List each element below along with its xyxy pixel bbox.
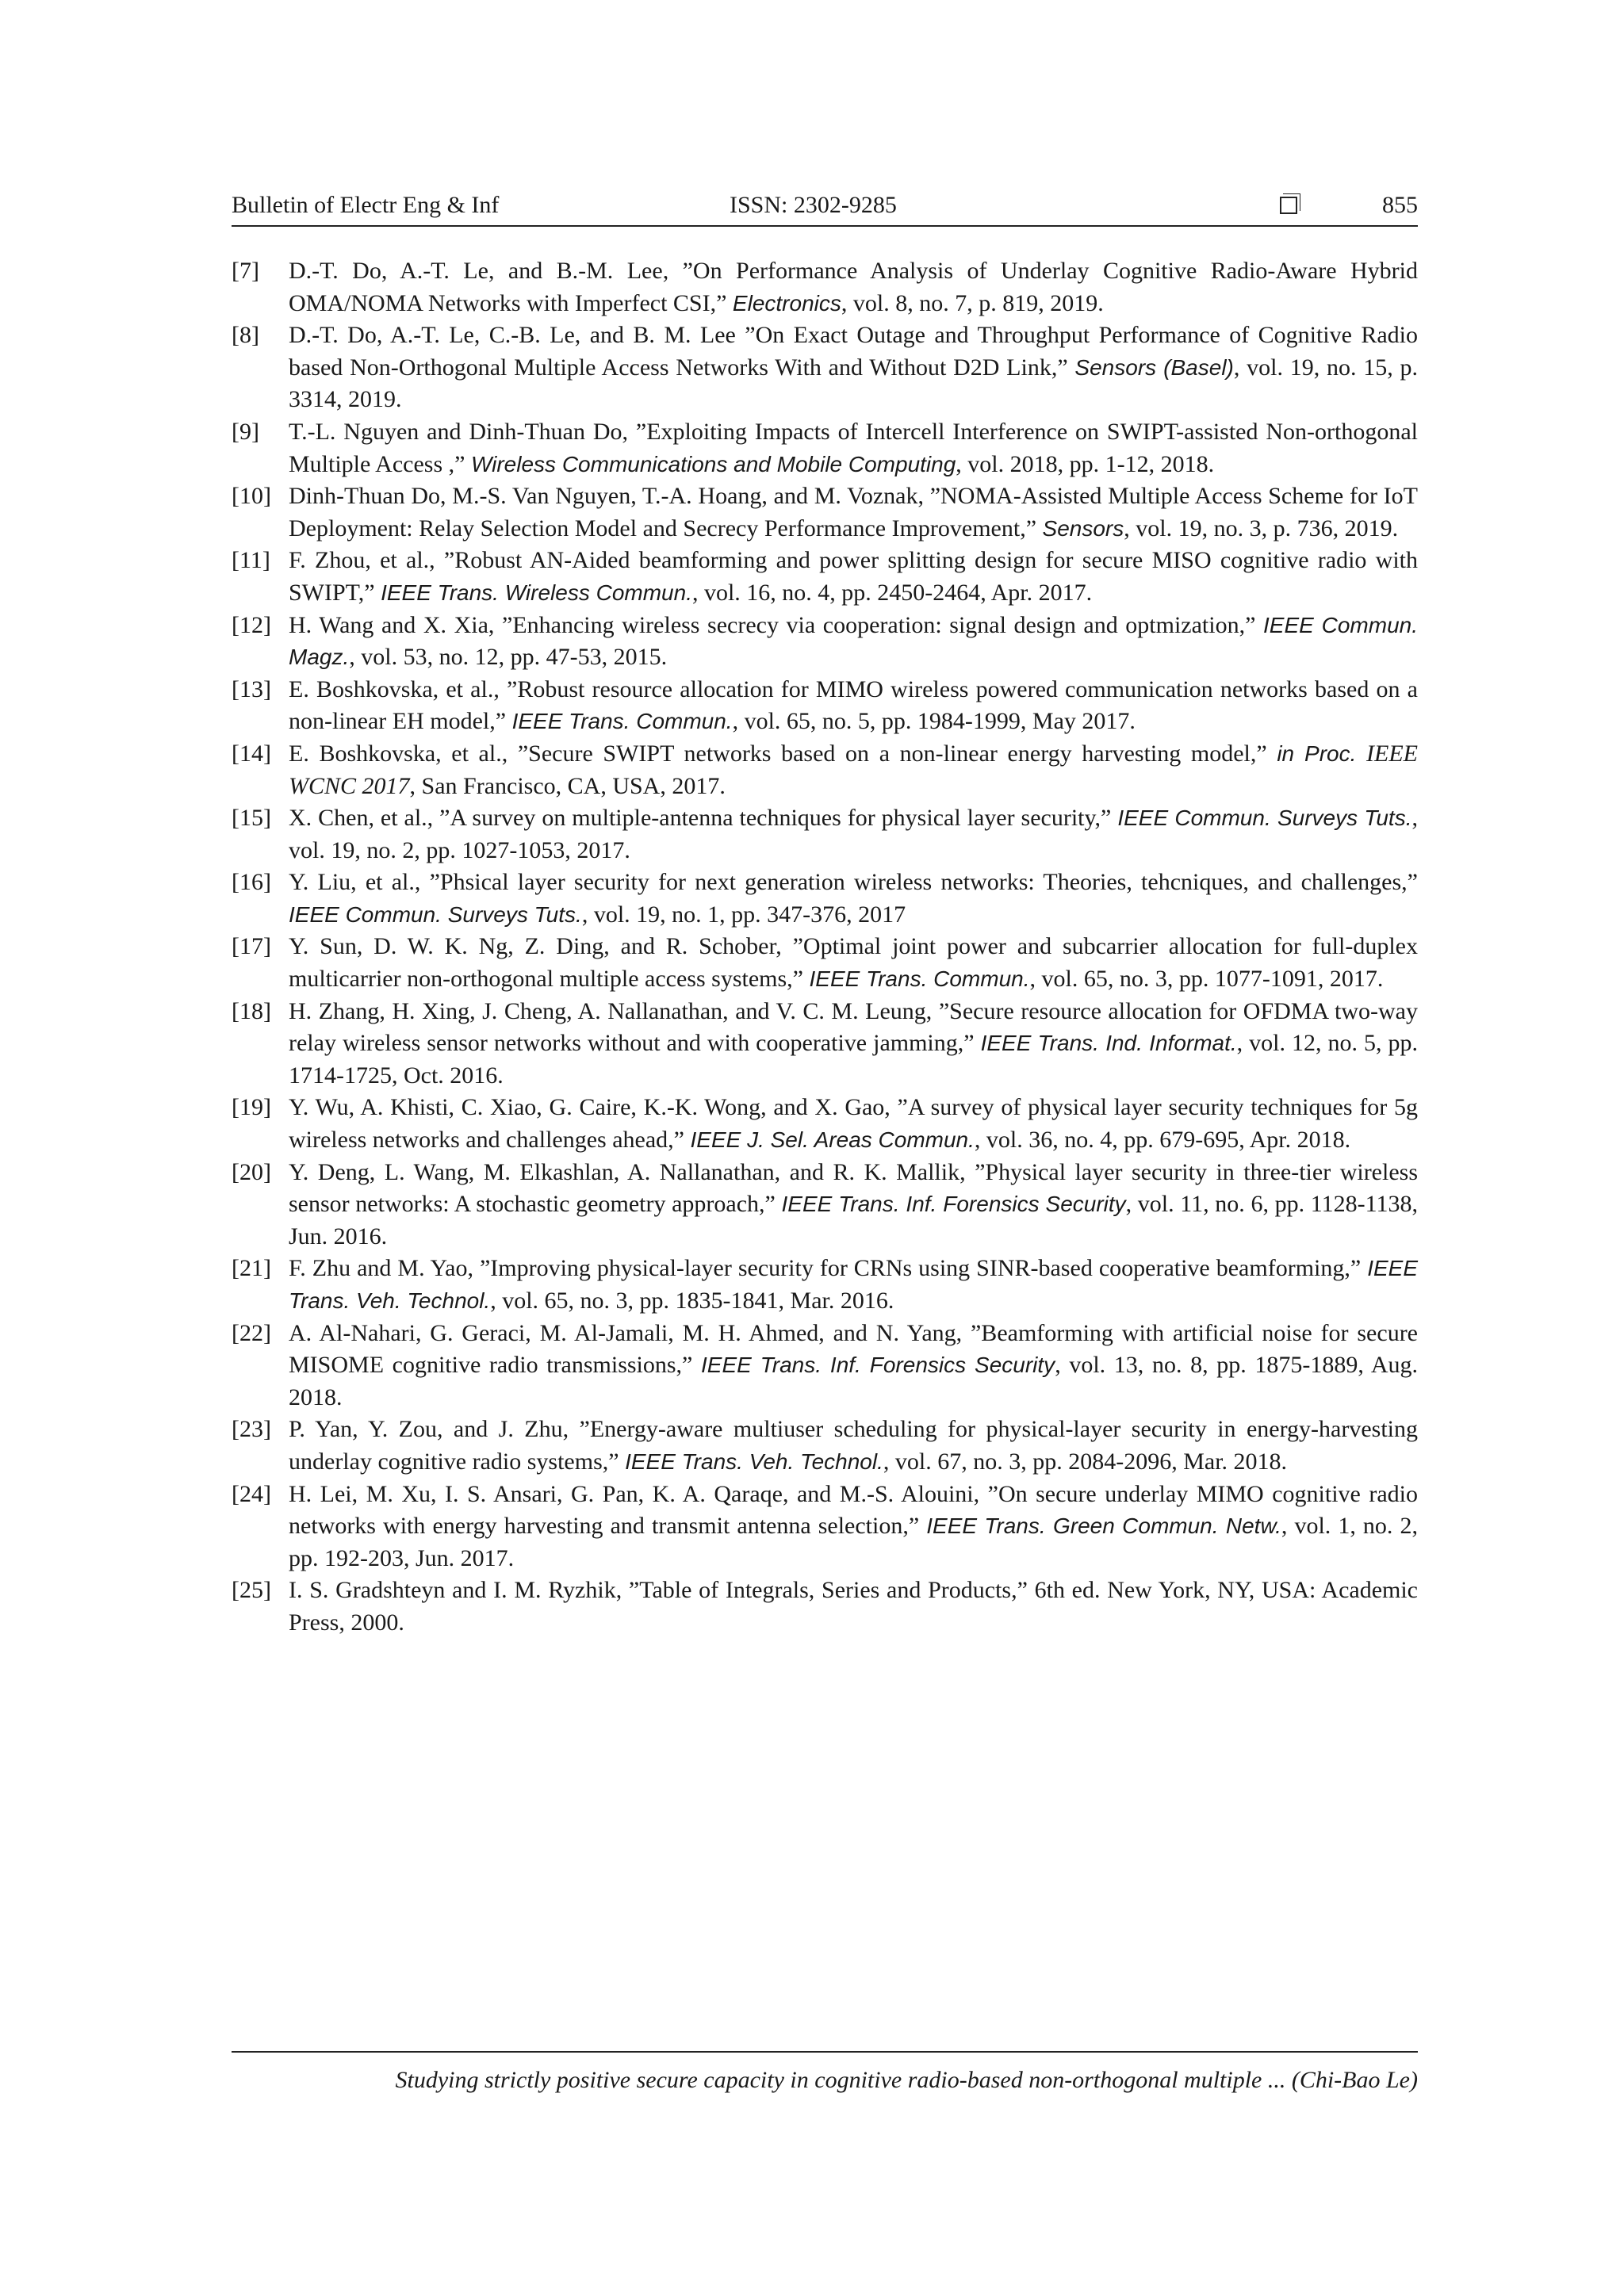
reference-number: [19] [232,1094,271,1121]
reference-number: [11] [232,547,270,574]
reference-item [232,320,1418,416]
reference-text: T.-L. Nguyen and Dinh-Thuan Do, ”Exploiting Impacts of Intercell Interference on SWIPT-assisted Non-orthogonal Multiple Access ,” [289,418,1418,477]
reference-details: , vol. 19, no. 2, pp. 1027-1053, 2017. [289,805,1418,863]
reference-details: , vol. 65, no. 3, pp. 1077-1091, 2017. [1029,966,1384,993]
reference-item [232,1157,1418,1253]
reference-venue: IEEE Trans. Veh. Technol. [289,1256,1418,1313]
reference-item [232,1318,1418,1414]
reference-number: [12] [232,611,271,638]
reference-text: E. Boshkovska, et al., ”Robust resource allocation for MIMO wireless powered communication networks based on a non-linear EH model,” [289,675,1418,735]
reference-list [232,255,1418,1640]
reference-text: Y. Liu, et al., ”Phsical layer security for next generation wireless networks: Theories, tehcniques, and challenges,” [289,869,1418,896]
reference-number: [25] [232,1577,271,1604]
reference-item [232,1414,1418,1478]
reference-details: , vol. 12, no. 5, pp. 1714-1725, Oct. 2016. [289,1030,1418,1089]
reference-number: [17] [232,933,271,960]
reference-text: D.-T. Do, A.-T. Le, and B.-M. Lee, ”On Performance Analysis of Underlay Cognitive Radio-Aware Hybrid OMA/NOMA Networks with Imperfect CSI,” [289,258,1418,316]
reference-venue: IEEE Trans. Veh. Technol. [625,1448,883,1474]
reference-item [232,1575,1418,1639]
reference-item [232,1479,1418,1575]
reference-venue: Sensors [1042,515,1124,541]
reference-item [232,738,1418,802]
reference-number: [21] [232,1255,271,1282]
reference-number: [10] [232,483,271,510]
reference-details: , vol. 11, no. 6, pp. 1128-1138, Jun. 2016. [289,1191,1418,1249]
reference-number: [23] [232,1416,271,1443]
reference-details: , San Francisco, CA, USA, 2017. [409,772,726,799]
reference-venue-conference: IEEE WCNC 2017 [289,740,1418,799]
reference-text: D.-T. Do, A.-T. Le, C.-B. Le, and B. M. Lee ”On Exact Outage and Throughput Performance of Cognitive Radio based Non-Orthogonal Multiple Access Networks With and Without D2D Link,” [289,322,1418,381]
reference-details: , vol. 13, no. 8, pp. 1875-1889, Aug. 2018. [289,1352,1418,1410]
reference-venue: IEEE Trans. Commun. [511,709,733,734]
reference-number: [13] [232,675,271,702]
reference-venue: IEEE Trans. Green Commun. Netw. [926,1513,1281,1539]
reference-text: P. Yan, Y. Zou, and J. Zhu, ”Energy-aware multiuser scheduling for physical-layer security in energy-harvesting underlay cognitive radio systems,” [289,1416,1418,1475]
reference-item [232,255,1418,320]
reference-venue: IEEE Commun. Surveys Tuts. [289,901,582,927]
reference-details: , vol. 16, no. 4, pp. 2450-2464, Apr. 2017. [691,579,1093,606]
reference-text: I. S. Gradshteyn and I. M. Ryzhik, ”Table of Integrals, Series and Products,” 6th ed. New York, NY, USA: Academic Press, 2000. [289,1577,1418,1636]
reference-text: F. Zhu and M. Yao, ”Improving physical-layer security for CRNs using SINR-based cooperative beamforming,” [289,1255,1368,1282]
reference-number: [7] [232,258,259,284]
reference-number: [22] [232,1319,271,1346]
reference-venue: Wireless Communications and Mobile Computing [470,451,956,476]
reference-details: , vol. 67, no. 3, pp. 2084-2096, Mar. 2018. [883,1448,1288,1475]
page-footer [232,2051,1418,2094]
reference-details: , vol. 2018, pp. 1-12, 2018. [956,450,1215,477]
reference-text: A. Al-Nahari, G. Geraci, M. Al-Jamali, M. H. Ahmed, and N. Yang, ”Beamforming with artificial noise for secure MISOME cognitive radio transmissions,” [289,1319,1418,1379]
reference-number: [18] [232,997,271,1024]
reference-item [232,1253,1418,1317]
reference-venue: IEEE Trans. Wireless Commun. [381,580,692,605]
reference-details: , vol. 19, no. 1, pp. 347-376, 2017 [581,901,906,928]
reference-details: , vol. 1, no. 2, pp. 192-203, Jun. 2017. [289,1513,1418,1571]
reference-venue: IEEE Trans. Commun. [809,966,1030,992]
reference-number: [20] [232,1158,271,1185]
reference-details: , vol. 36, no. 4, pp. 679-695, Apr. 2018. [974,1127,1351,1154]
reference-venue: Sensors (Basel) [1074,354,1234,380]
reference-venue: IEEE Commun. Magz. [289,612,1419,670]
reference-venue: IEEE Trans. Ind. Informat. [980,1031,1237,1056]
page-number: 855 [1382,192,1418,218]
reference-text: X. Chen, et al., ”A survey on multiple-antenna techniques for physical layer security,” [289,805,1118,832]
reference-text: H. Wang and X. Xia, ”Enhancing wireless secrecy via cooperation: signal design and optmization,” [289,611,1263,638]
reference-item [232,480,1418,545]
reference-text: E. Boshkovska, et al., ”Secure SWIPT networks based on a non-linear energy harvesting model,” [289,740,1277,767]
reference-details: , vol. 19, no. 3, p. 736, 2019. [1124,515,1399,541]
reference-text: H. Lei, M. Xu, I. S. Ansari, G. Pan, K. A. Qaraqe, and M.-S. Alouini, ”On secure underlay MIMO cognitive radio networks with energy harvesting and transmit antenna selection,” [289,1480,1418,1540]
running-title: Studying strictly positive secure capacity in cognitive radio-based non-orthogonal multiple ... (Chi-Bao Le) [395,2067,1418,2093]
reference-number: [14] [232,740,271,767]
reference-text: F. Zhou, et al., ”Robust AN-Aided beamforming and power splitting design for secure MISO cognitive radio with SWIPT,” [289,547,1418,606]
reference-number: [9] [232,418,259,445]
reference-number: [24] [232,1480,271,1507]
reference-text: Y. Sun, D. W. K. Ng, Z. Ding, and R. Schober, ”Optimal joint power and subcarrier allocation for full-duplex multicarrier non-orthogonal multiple access systems,” [289,933,1418,993]
square-box-icon [1280,197,1297,214]
reference-item [232,867,1418,931]
reference-venue: in Proc. [1277,740,1357,766]
reference-text: Y. Deng, L. Wang, M. Elkashlan, A. Nallanathan, and R. K. Mallik, ”Physical layer security in three-tier wireless sensor networks: A stochastic geometry approach,” [289,1158,1418,1218]
reference-details: , vol. 53, no. 12, pp. 47-53, 2015. [349,644,668,671]
reference-item [232,674,1418,738]
reference-item [232,545,1418,609]
reference-text: H. Zhang, H. Xing, J. Cheng, A. Nallanathan, and V. C. M. Leung, ”Secure resource allocation for OFDMA two-way relay wireless sensor networks without and with cooperative jamming,” [289,997,1418,1057]
reference-details: , vol. 65, no. 3, pp. 1835-1841, Mar. 2016. [490,1288,894,1314]
reference-item [232,802,1418,867]
reference-venue: IEEE J. Sel. Areas Commun. [690,1127,975,1153]
reference-number: [8] [232,322,259,349]
reference-venue: IEEE Commun. Surveys Tuts. [1117,806,1412,831]
issn: ISSN: 2302-9285 [730,192,897,218]
reference-venue: IEEE Trans. Inf. Forensics Security [701,1353,1055,1378]
reference-item [232,416,1418,480]
reference-number: [16] [232,869,271,896]
reference-details: , vol. 65, no. 5, pp. 1984-1999, May 2017. [732,708,1136,735]
reference-venue: IEEE Trans. Inf. Forensics Security [781,1192,1126,1217]
journal-name: Bulletin of Electr Eng & Inf [232,192,500,218]
reference-venue: Electronics [732,290,841,316]
reference-text: Y. Wu, A. Khisti, C. Xiao, G. Caire, K.-K. Wong, and X. Gao, ”A survey of physical layer security techniques for 5g wireless networks and challenges ahead,” [289,1094,1418,1154]
reference-item [232,996,1418,1093]
page-header [232,190,1418,227]
reference-number: [15] [232,805,271,832]
reference-item [232,931,1418,995]
reference-item [232,610,1418,674]
reference-text: Dinh-Thuan Do, M.-S. Van Nguyen, T.-A. Hoang, and M. Voznak, ”NOMA-Assisted Multiple Access Scheme for IoT Deployment: Relay Selection Model and Secrecy Performance Improvement,” [289,483,1418,541]
reference-details: , vol. 19, no. 15, p. 3314, 2019. [289,354,1419,413]
reference-details: , vol. 8, no. 7, p. 819, 2019. [841,289,1104,316]
reference-item [232,1092,1418,1156]
